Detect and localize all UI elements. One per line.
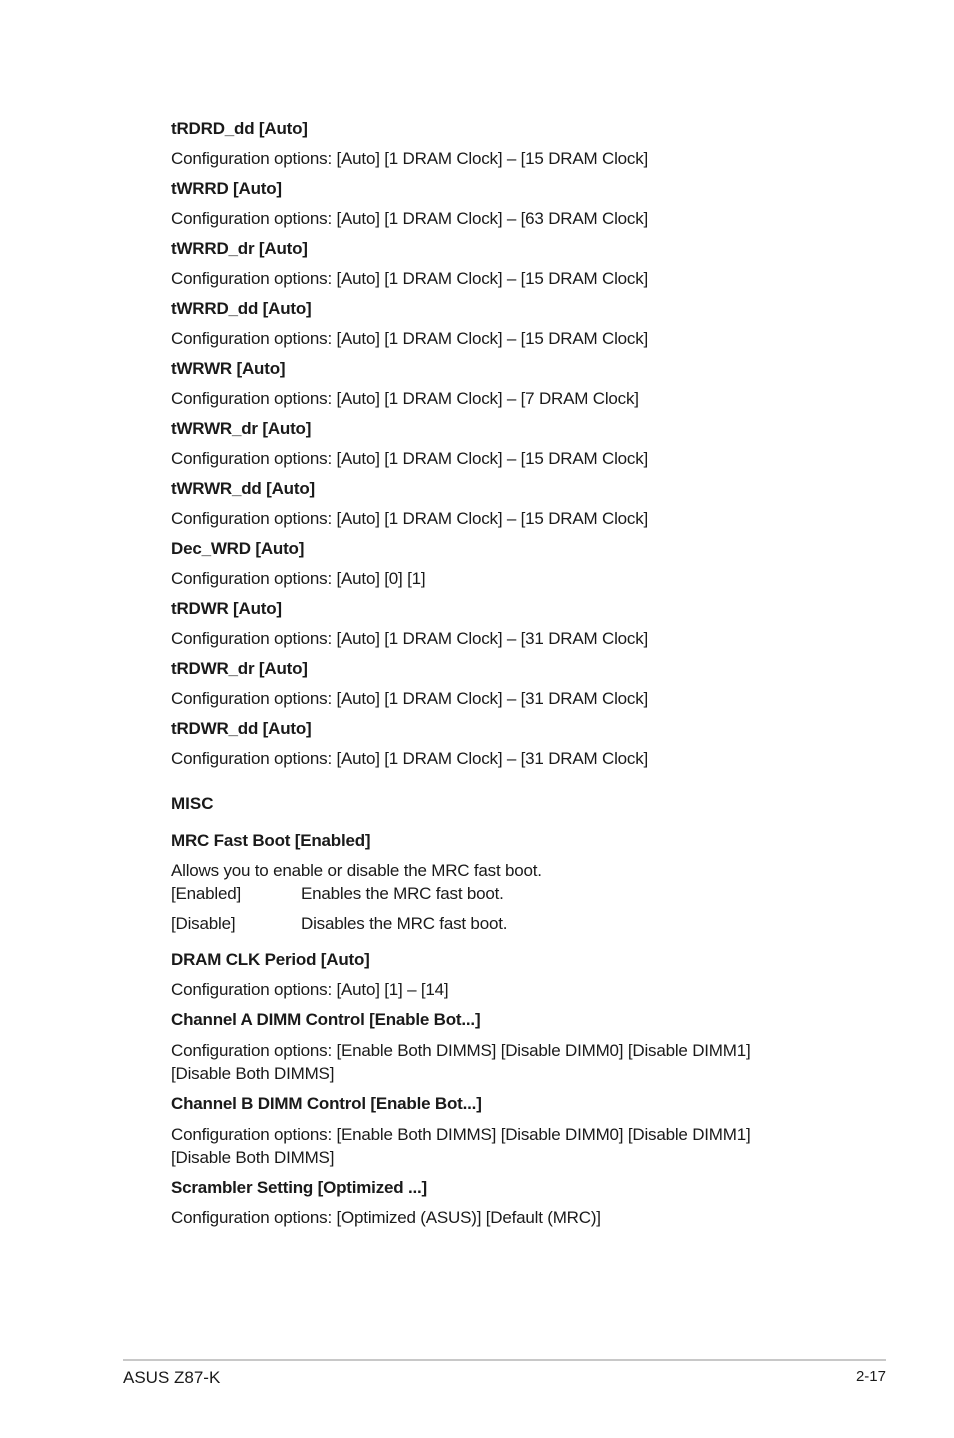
item-twrrd [171, 178, 831, 230]
option-key: [Enabled] [171, 884, 242, 903]
item-trdrd-dd [171, 118, 831, 170]
option-value: Disables the MRC fast boot. [301, 914, 508, 933]
item-trdwr-dr [171, 658, 831, 710]
item-mrc-fast-boot [171, 830, 831, 935]
item-desc: Configuration options: [Auto] [1 DRAM Clock] – [31 DRAM Clock] [171, 689, 649, 708]
item-title: tWRRD_dd [Auto] [171, 299, 312, 318]
footer-product-name: ASUS Z87-K [123, 1368, 221, 1387]
item-desc: Configuration options: [Auto] [1 DRAM Clock] – [7 DRAM Clock] [171, 389, 639, 408]
item-desc: Configuration options: [Auto] [1 DRAM Clock] – [15 DRAM Clock] [171, 449, 649, 468]
item-title: tWRRD [Auto] [171, 179, 282, 198]
item-desc: Configuration options: [Optimized (ASUS)] [Default (MRC)] [171, 1208, 601, 1227]
item-title: DRAM CLK Period [Auto] [171, 950, 370, 969]
item-twrrd-dd [171, 298, 831, 350]
item-title: MRC Fast Boot [Enabled] [171, 831, 371, 850]
item-title: tRDWR [Auto] [171, 599, 282, 618]
item-dram-clk-period [171, 949, 831, 1001]
option-row [171, 883, 831, 905]
item-title: Dec_WRD [Auto] [171, 539, 305, 558]
item-channel-a-dimm [171, 1009, 831, 1085]
page-content [171, 118, 831, 1237]
item-desc: Configuration options: [Auto] [1 DRAM Clock] – [15 DRAM Clock] [171, 509, 649, 528]
item-desc [171, 1039, 831, 1085]
item-desc-line: Configuration options: [Enable Both DIMMS] [Disable DIMM0] [Disable DIMM1] [171, 1041, 751, 1060]
item-title: tWRRD_dr [Auto] [171, 239, 308, 258]
item-scrambler-setting [171, 1177, 831, 1229]
item-title: tWRWR [Auto] [171, 359, 286, 378]
item-title: Channel B DIMM Control [Enable Bot...] [171, 1094, 482, 1113]
item-desc: Configuration options: [Auto] [1 DRAM Clock] – [31 DRAM Clock] [171, 749, 649, 768]
option-row [171, 913, 831, 935]
item-title: Channel A DIMM Control [Enable Bot...] [171, 1010, 481, 1029]
item-channel-b-dimm [171, 1093, 831, 1169]
footer-divider [123, 1359, 886, 1361]
item-desc [171, 1123, 831, 1169]
option-value: Enables the MRC fast boot. [301, 884, 504, 903]
option-list [171, 883, 831, 935]
item-desc: Configuration options: [Auto] [1 DRAM Clock] – [15 DRAM Clock] [171, 149, 649, 168]
item-desc: Configuration options: [Auto] [0] [1] [171, 569, 426, 588]
item-desc: Configuration options: [Auto] [1] – [14] [171, 980, 449, 999]
item-desc: Configuration options: [Auto] [1 DRAM Clock] – [31 DRAM Clock] [171, 629, 649, 648]
item-desc-line: [Disable Both DIMMS] [171, 1064, 335, 1083]
footer-page-number: 2-17 [855, 1368, 886, 1385]
item-twrrd-dr [171, 238, 831, 290]
item-desc-line: [Disable Both DIMMS] [171, 1148, 335, 1167]
item-twrwr-dr [171, 418, 831, 470]
item-desc: Configuration options: [Auto] [1 DRAM Clock] – [15 DRAM Clock] [171, 329, 649, 348]
item-desc-line: Configuration options: [Enable Both DIMMS] [Disable DIMM0] [Disable DIMM1] [171, 1125, 751, 1144]
timing-list [171, 118, 831, 770]
item-desc: Allows you to enable or disable the MRC fast boot. [171, 861, 542, 880]
item-title: tRDWR_dr [Auto] [171, 659, 308, 678]
item-desc: Configuration options: [Auto] [1 DRAM Clock] – [63 DRAM Clock] [171, 209, 649, 228]
item-twrwr [171, 358, 831, 410]
item-desc: Configuration options: [Auto] [1 DRAM Clock] – [15 DRAM Clock] [171, 269, 649, 288]
item-dec-wrd [171, 538, 831, 590]
item-trdwr-dd [171, 718, 831, 770]
item-title: tRDRD_dd [Auto] [171, 119, 308, 138]
section-title-misc: MISC [171, 794, 214, 813]
item-title: Scrambler Setting [Optimized ...] [171, 1178, 427, 1197]
item-twrwr-dd [171, 478, 831, 530]
item-title: tWRWR_dd [Auto] [171, 479, 315, 498]
item-title: tWRWR_dr [Auto] [171, 419, 312, 438]
option-key: [Disable] [171, 914, 236, 933]
item-title: tRDWR_dd [Auto] [171, 719, 312, 738]
item-trdwr [171, 598, 831, 650]
